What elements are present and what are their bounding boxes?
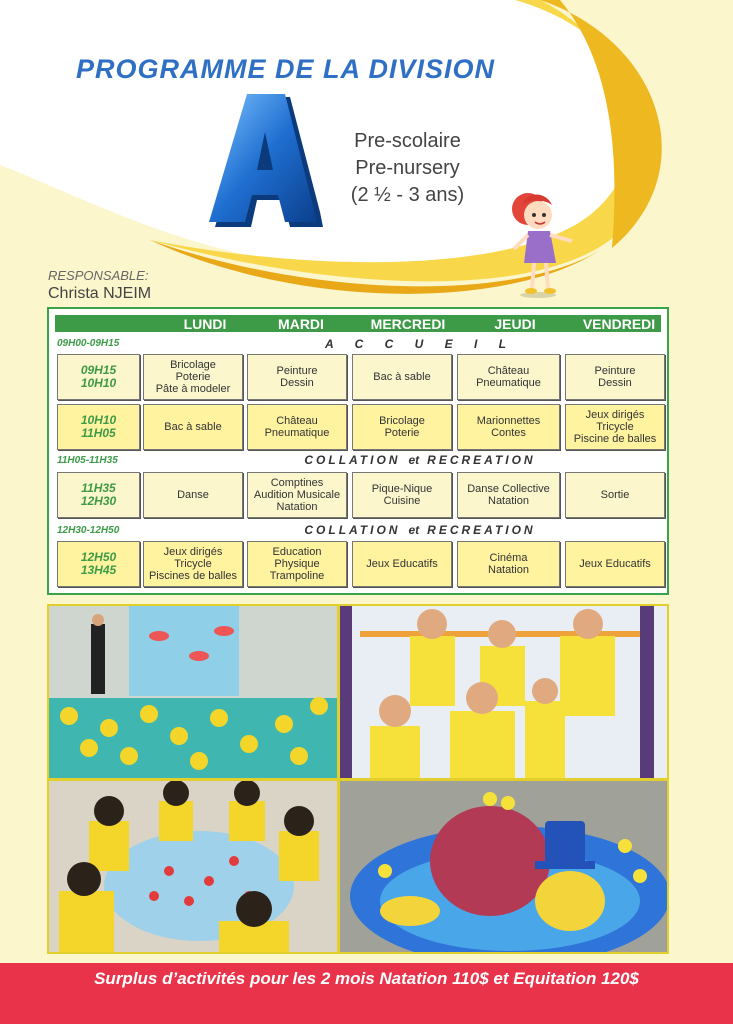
- row1-lundi: [143, 354, 243, 400]
- page-title: PROGRAMME DE LA DIVISION: [76, 54, 496, 84]
- cell-text: Sortie: [600, 489, 630, 501]
- recreation-word: RECREATION: [427, 453, 536, 467]
- row3-jeudi: [457, 472, 560, 518]
- photo-table-activity-image: [49, 781, 337, 952]
- row2-lundi: [143, 404, 243, 450]
- row4-jeudi: [457, 541, 560, 587]
- cell-text: Peinture Dessin: [276, 365, 318, 389]
- et-word: et: [408, 523, 420, 537]
- cell-text: Jeux dirigés Tricycle Piscines de balles: [148, 546, 238, 582]
- cell-text: Jeux Educatifs: [579, 558, 651, 570]
- cell-text: Bricolage Poterie: [379, 415, 425, 439]
- collation-word: COLLATION: [304, 523, 401, 537]
- row3-time: [57, 472, 140, 518]
- cell-text: Peinture Dessin: [594, 365, 636, 389]
- photo-inflatable-pool-image: [340, 781, 667, 952]
- cell-text: Cinéma Natation: [488, 552, 529, 576]
- row2-mercredi: [352, 404, 452, 450]
- cell-text: Bricolage Poterie Pâte à modeler: [155, 359, 231, 395]
- row2-vendredi: [565, 404, 665, 450]
- row1-time-start: 09H15: [80, 363, 117, 377]
- collation1-time: 11H05-11H35: [57, 455, 118, 466]
- row1-time: [57, 354, 140, 400]
- cell-text: Bac à sable: [164, 421, 222, 433]
- subtitle-line-2: Pre-nursery: [355, 157, 460, 179]
- row1-time-end: 10H10: [80, 376, 117, 390]
- row4-time-end: 13H45: [80, 563, 117, 577]
- day-lundi: LUNDI: [183, 316, 227, 332]
- row1-mercredi: [352, 354, 452, 400]
- cell-text: Jeux Educatifs: [366, 558, 438, 570]
- row2-time-start: 10H10: [80, 413, 117, 427]
- day-mercredi: MERCREDI: [370, 316, 446, 332]
- row3-time-end: 12H30: [80, 494, 117, 508]
- et-word: et: [408, 453, 420, 467]
- cartoon-girl-illustration: [500, 185, 590, 300]
- cell-text: Château Pneumatique: [264, 415, 330, 439]
- collation2-time: 12H30-12H50: [57, 525, 120, 536]
- cell-text: Comptines Audition Musicale Natation: [253, 477, 341, 513]
- row4-vendredi: [565, 541, 665, 587]
- cell-text: Danse Collective Natation: [467, 483, 550, 507]
- row4-mercredi: [352, 541, 452, 587]
- photo-classroom: [49, 606, 337, 778]
- collation1-label: [179, 453, 661, 467]
- row4-time: [57, 541, 140, 587]
- schedule-table: [47, 307, 669, 595]
- row3-mercredi: [352, 472, 452, 518]
- row4-mardi: [247, 541, 347, 587]
- cell-text: Jeux dirigés Tricycle Piscine de balles: [573, 409, 657, 445]
- cell-text: Education Physique Trampoline: [269, 546, 325, 582]
- photo-collage: [47, 604, 669, 954]
- cell-text: Danse: [177, 489, 209, 501]
- day-jeudi: JEUDI: [494, 316, 536, 332]
- cell-text: Château Pneumatique: [476, 365, 541, 389]
- row3-mardi: [247, 472, 347, 518]
- day-vendredi: VENDREDI: [582, 316, 656, 332]
- letter-a-text: A: [263, 166, 264, 167]
- row3-time-start: 11H35: [81, 481, 116, 495]
- photo-classroom-image: [49, 606, 337, 778]
- cell-text: Pique-Nique Cuisine: [371, 483, 433, 507]
- row1-jeudi: [457, 354, 560, 400]
- row2-mardi: [247, 404, 347, 450]
- row3-lundi: [143, 472, 243, 518]
- row3-vendredi: [565, 472, 665, 518]
- accueil-time: 09H00-09H15: [57, 338, 120, 349]
- row2-time: [57, 404, 140, 450]
- subtitle: [335, 128, 480, 209]
- responsable-name: Christa NJEIM: [48, 285, 152, 302]
- footer-banner: [0, 963, 733, 1024]
- row2-jeudi: [457, 404, 560, 450]
- photo-playground: [340, 606, 667, 778]
- row4-lundi: [143, 541, 243, 587]
- collation2-label: [179, 523, 661, 537]
- row1-vendredi: [565, 354, 665, 400]
- days-header: [55, 315, 661, 332]
- recreation-word: RECREATION: [427, 523, 536, 537]
- footer-text: Surplus d’activités pour les 2 mois Natation 110$ et Equitation 120$: [94, 968, 639, 988]
- row2-time-end: 11H05: [81, 426, 116, 440]
- collation-word: COLLATION: [304, 453, 401, 467]
- photo-table-activity: [49, 781, 337, 952]
- row1-mardi: [247, 354, 347, 400]
- row4-time-start: 12H50: [80, 550, 117, 564]
- letter-a-logo: [205, 92, 325, 232]
- photo-playground-image: [340, 606, 667, 778]
- photo-inflatable-pool: [340, 781, 667, 952]
- cell-text: Bac à sable: [373, 371, 431, 383]
- cell-text: Marionnettes Contes: [476, 415, 541, 439]
- accueil-label: A C C U E I L: [325, 337, 515, 351]
- day-mardi: MARDI: [278, 316, 324, 332]
- subtitle-line-1: Pre-scolaire: [354, 130, 461, 152]
- responsable-label: RESPONSABLE:: [48, 268, 149, 283]
- subtitle-line-3: (2 ½ - 3 ans): [350, 184, 465, 206]
